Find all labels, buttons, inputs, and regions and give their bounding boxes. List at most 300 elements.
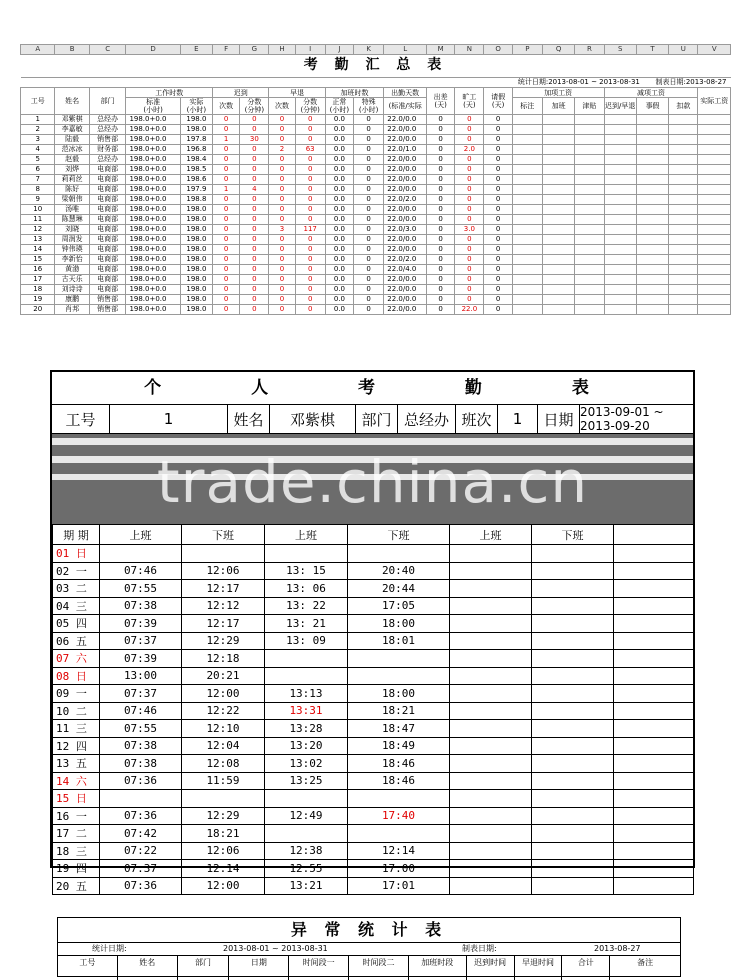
table-cell	[698, 225, 731, 235]
time-cell: 18:47	[348, 720, 450, 738]
table-cell	[604, 255, 636, 265]
attendance-summary-sheet	[20, 44, 731, 329]
table-cell: 4	[240, 185, 269, 195]
time-cell: 07:38	[100, 755, 182, 773]
table-cell: 0	[295, 215, 325, 225]
table-cell: 0	[213, 165, 240, 175]
table-cell	[669, 135, 698, 145]
time-cell: 07:37	[100, 685, 182, 703]
table-cell: 0	[354, 245, 384, 255]
column-letter: A	[21, 45, 55, 55]
stat-date-value: 2013-08-01 ~ 2013-08-31	[548, 78, 640, 86]
time-cell	[614, 772, 694, 790]
time-cell: 13:20	[265, 737, 348, 755]
table-cell	[698, 125, 731, 135]
time-cell	[614, 860, 694, 878]
column-letter: F	[213, 45, 240, 55]
table-cell	[512, 235, 542, 245]
table-cell: 198.0	[180, 245, 212, 255]
table-cell: 0	[213, 145, 240, 155]
header-early: 早退	[269, 88, 325, 98]
table-cell: 198.0	[180, 265, 212, 275]
table-cell: 0	[354, 275, 384, 285]
time-cell: 13: 22	[265, 597, 348, 615]
table-cell: 0	[455, 255, 484, 265]
time-cell	[265, 825, 348, 843]
table-cell: 0	[455, 295, 484, 305]
time-cell: 17:01	[348, 877, 450, 895]
table-cell	[669, 245, 698, 255]
table-cell: 0	[354, 205, 384, 215]
time-cell: 17:00	[348, 860, 450, 878]
header-normal: 正常 (小时)	[325, 98, 353, 115]
table-cell	[604, 215, 636, 225]
table-cell: 22.0/4.0	[384, 265, 427, 275]
day-cell: 05 四	[53, 615, 100, 633]
header-name: 姓名	[55, 88, 89, 115]
table-row	[21, 215, 731, 225]
column-letter: G	[240, 45, 269, 55]
table-cell: 0	[213, 295, 240, 305]
table-cell: 198.0+0.0	[126, 115, 180, 125]
table-cell	[512, 195, 542, 205]
table-cell	[669, 185, 698, 195]
table-cell: 销售部	[89, 295, 126, 305]
table-cell: 0	[213, 275, 240, 285]
table-cell: 22.0/0.0	[384, 305, 427, 315]
exception-statistics-table	[57, 917, 681, 977]
make-date-label: 制表日期:	[655, 78, 686, 86]
table-cell: 0	[240, 205, 269, 215]
table-cell	[512, 265, 542, 275]
table-cell: 0	[213, 175, 240, 185]
table-cell	[636, 265, 668, 275]
table-cell: 0	[455, 155, 484, 165]
time-cell	[450, 562, 532, 580]
time-cell: 13: 06	[265, 580, 348, 598]
table-cell: 0	[240, 175, 269, 185]
table-row	[21, 265, 731, 275]
table-cell: 0.0	[325, 115, 353, 125]
table-cell: 198.0	[180, 235, 212, 245]
table-cell: 0	[354, 155, 384, 165]
table-cell	[669, 205, 698, 215]
table-cell: 198.0+0.0	[126, 145, 180, 155]
exception-header-cell: 加班时段	[409, 956, 467, 980]
table-cell: 0	[269, 175, 295, 185]
exception-header-row	[58, 956, 680, 980]
time-cell: 12:38	[265, 842, 348, 860]
time-cell	[614, 842, 694, 860]
table-cell: 汤唯	[55, 205, 89, 215]
table-cell: 22.0/0.0	[384, 235, 427, 245]
name-value: 邓紫棋	[270, 405, 356, 433]
table-cell: 0	[240, 115, 269, 125]
table-cell: 0	[354, 225, 384, 235]
table-cell: 22.0/0.0	[384, 115, 427, 125]
table-cell: 0	[427, 125, 455, 135]
table-cell	[604, 185, 636, 195]
table-cell: 0	[484, 145, 512, 155]
time-cell	[532, 737, 614, 755]
table-cell: 3	[269, 225, 295, 235]
table-cell: 0	[295, 115, 325, 125]
table-cell: 16	[21, 265, 55, 275]
table-row	[21, 205, 731, 215]
column-letter: N	[455, 45, 484, 55]
time-cell	[614, 825, 694, 843]
table-cell	[604, 245, 636, 255]
exception-title: 异 常 统 计 表	[58, 918, 680, 943]
table-cell: 0	[484, 285, 512, 295]
table-cell	[604, 305, 636, 315]
day-cell: 02 一	[53, 562, 100, 580]
table-cell	[512, 125, 542, 135]
table-cell: 电商部	[89, 275, 126, 285]
exception-info-row	[58, 943, 680, 956]
time-cell: 13:25	[265, 772, 348, 790]
table-row	[21, 145, 731, 155]
time-cell: 20:21	[182, 667, 265, 685]
table-cell: 3	[21, 135, 55, 145]
table-cell	[636, 125, 668, 135]
table-cell	[575, 135, 604, 145]
table-row	[21, 295, 731, 305]
table-cell: 0	[455, 205, 484, 215]
table-cell	[698, 175, 731, 185]
table-cell	[542, 205, 574, 215]
table-cell	[575, 215, 604, 225]
time-cell	[348, 545, 450, 563]
table-row	[53, 685, 694, 703]
make-date-value: 2013-08-27	[685, 78, 727, 86]
table-cell: 0	[354, 255, 384, 265]
table-cell: 22.0/0.0	[384, 245, 427, 255]
table-cell: 0	[269, 155, 295, 165]
time-cell: 12:22	[182, 702, 265, 720]
header-attend-days: 出勤天数	[384, 88, 427, 98]
table-cell: 22.0/0.0	[384, 285, 427, 295]
table-cell: 0.0	[325, 145, 353, 155]
table-cell: 0.0	[325, 125, 353, 135]
table-cell: 康鹏	[55, 295, 89, 305]
table-cell: 0.0	[325, 265, 353, 275]
summary-date-cell	[21, 78, 731, 88]
table-cell	[669, 275, 698, 285]
table-cell: 0	[354, 265, 384, 275]
table-cell: 11	[21, 215, 55, 225]
table-cell	[512, 275, 542, 285]
table-cell: 0	[427, 295, 455, 305]
table-cell	[636, 205, 668, 215]
table-cell: 0	[455, 245, 484, 255]
table-cell	[575, 285, 604, 295]
watermark-band	[52, 434, 693, 524]
grid-header-on: 上班	[265, 525, 348, 545]
table-cell: 0	[240, 285, 269, 295]
table-cell: 0	[295, 185, 325, 195]
table-cell: 0	[295, 255, 325, 265]
table-cell: 0	[295, 305, 325, 315]
id-label: 工号	[52, 405, 110, 433]
time-cell	[450, 877, 532, 895]
table-cell: 0	[427, 255, 455, 265]
table-cell: 0	[295, 195, 325, 205]
time-cell	[450, 545, 532, 563]
table-cell: 0	[354, 175, 384, 185]
table-cell: 22.0/2.0	[384, 255, 427, 265]
table-cell	[604, 145, 636, 155]
table-cell: 0	[354, 185, 384, 195]
table-cell: 12	[21, 225, 55, 235]
table-cell: 销售部	[89, 305, 126, 315]
day-cell: 03 二	[53, 580, 100, 598]
table-row	[53, 580, 694, 598]
table-cell	[542, 165, 574, 175]
table-cell	[542, 255, 574, 265]
time-cell	[614, 877, 694, 895]
time-cell	[450, 615, 532, 633]
table-cell	[575, 175, 604, 185]
time-cell	[348, 650, 450, 668]
table-cell	[698, 205, 731, 215]
table-cell: 0	[269, 205, 295, 215]
table-cell: 0	[484, 155, 512, 165]
table-cell	[636, 275, 668, 285]
time-cell: 07:38	[100, 597, 182, 615]
table-cell: 0	[213, 265, 240, 275]
column-letter: T	[636, 45, 668, 55]
table-cell	[698, 215, 731, 225]
table-cell: 0.0	[325, 305, 353, 315]
table-cell	[698, 255, 731, 265]
table-cell: 0	[213, 285, 240, 295]
table-cell	[512, 145, 542, 155]
column-letter: U	[669, 45, 698, 55]
table-cell: 1	[213, 135, 240, 145]
table-cell: 0	[269, 305, 295, 315]
table-cell	[542, 235, 574, 245]
time-cell	[450, 685, 532, 703]
time-cell	[532, 597, 614, 615]
table-cell	[636, 155, 668, 165]
day-cell: 13 五	[53, 755, 100, 773]
time-cell: 07:36	[100, 807, 182, 825]
table-cell: 0	[427, 175, 455, 185]
header-early-minutes: 分数 (分钟)	[295, 98, 325, 115]
time-cell	[450, 702, 532, 720]
table-cell: 0	[427, 165, 455, 175]
table-cell	[636, 165, 668, 175]
table-cell	[698, 115, 731, 125]
table-cell	[604, 205, 636, 215]
table-cell	[512, 175, 542, 185]
table-cell	[636, 215, 668, 225]
table-cell: 0	[213, 305, 240, 315]
column-letter: B	[55, 45, 89, 55]
time-cell: 12:55	[265, 860, 348, 878]
table-cell: 198.0	[180, 295, 212, 305]
table-cell: 梁朝伟	[55, 195, 89, 205]
time-cell	[614, 562, 694, 580]
table-cell	[542, 295, 574, 305]
day-cell: 12 四	[53, 737, 100, 755]
table-cell: 13	[21, 235, 55, 245]
column-letter: P	[512, 45, 542, 55]
table-cell	[698, 195, 731, 205]
header-late-minutes: 分数 (分钟)	[240, 98, 269, 115]
table-cell	[575, 265, 604, 275]
time-cell: 18:46	[348, 755, 450, 773]
table-cell: 0	[484, 205, 512, 215]
table-cell	[542, 175, 574, 185]
table-cell	[669, 155, 698, 165]
table-cell	[698, 165, 731, 175]
table-cell	[542, 285, 574, 295]
header-personal-leave: 事假	[636, 98, 668, 115]
table-cell: 0	[240, 295, 269, 305]
table-cell: 198.0+0.0	[126, 155, 180, 165]
time-cell: 20:40	[348, 562, 450, 580]
time-cell	[614, 807, 694, 825]
time-cell	[532, 580, 614, 598]
table-cell: 0	[484, 235, 512, 245]
time-cell: 12:14	[348, 842, 450, 860]
time-cell: 12:29	[182, 807, 265, 825]
table-cell: 22.0/0.0	[384, 205, 427, 215]
table-cell: 0	[484, 125, 512, 135]
time-cell	[182, 790, 265, 808]
column-letter: K	[354, 45, 384, 55]
table-cell: 198.4	[180, 155, 212, 165]
table-cell: 0	[427, 145, 455, 155]
table-cell: 莉莉丝	[55, 175, 89, 185]
time-cell	[450, 825, 532, 843]
table-cell	[512, 255, 542, 265]
time-cell	[614, 667, 694, 685]
grid-header-on: 上班	[100, 525, 182, 545]
summary-title-cell	[21, 55, 731, 78]
table-cell	[604, 225, 636, 235]
table-cell: 0	[427, 275, 455, 285]
table-cell	[542, 275, 574, 285]
table-cell: 0	[455, 165, 484, 175]
table-cell	[604, 175, 636, 185]
table-cell: 22.0/0.0	[384, 275, 427, 285]
table-cell	[604, 135, 636, 145]
table-cell: 0	[354, 295, 384, 305]
time-cell: 07:22	[100, 842, 182, 860]
table-cell	[698, 245, 731, 255]
table-cell	[604, 285, 636, 295]
table-row	[53, 772, 694, 790]
table-cell: 0.0	[325, 205, 353, 215]
table-cell: 0	[354, 135, 384, 145]
time-cell	[450, 632, 532, 650]
time-cell: 07:46	[100, 562, 182, 580]
table-row	[21, 165, 731, 175]
time-cell: 18:01	[348, 632, 450, 650]
time-cell	[532, 667, 614, 685]
table-cell	[698, 185, 731, 195]
table-cell	[575, 255, 604, 265]
table-row	[53, 842, 694, 860]
time-cell	[614, 545, 694, 563]
time-cell	[614, 720, 694, 738]
table-cell	[512, 205, 542, 215]
table-cell: 0	[269, 135, 295, 145]
table-cell: 周润发	[55, 235, 89, 245]
time-cell	[532, 877, 614, 895]
table-cell: 0.0	[325, 235, 353, 245]
date-range-value: 2013-09-01 ~ 2013-09-20	[580, 405, 664, 433]
time-cell: 12:06	[182, 562, 265, 580]
header-overtime: 加班时数	[325, 88, 383, 98]
table-cell	[575, 195, 604, 205]
day-cell: 15 日	[53, 790, 100, 808]
table-cell	[512, 185, 542, 195]
table-cell: 1	[213, 185, 240, 195]
table-cell: 0	[240, 265, 269, 275]
table-cell: 0	[427, 135, 455, 145]
table-cell: 0	[240, 235, 269, 245]
table-cell: 肖邦	[55, 305, 89, 315]
table-cell: 0	[240, 275, 269, 285]
table-cell: 198.0	[180, 305, 212, 315]
table-cell: 0	[213, 125, 240, 135]
table-cell: 8	[21, 185, 55, 195]
table-cell: 30	[240, 135, 269, 145]
table-cell	[669, 265, 698, 275]
table-cell: 0	[427, 205, 455, 215]
table-cell	[698, 145, 731, 155]
header-bonus: 标注	[512, 98, 542, 115]
table-cell: 198.0+0.0	[126, 205, 180, 215]
table-cell: 0	[240, 125, 269, 135]
day-cell: 17 二	[53, 825, 100, 843]
table-row	[53, 807, 694, 825]
table-cell: 198.0+0.0	[126, 165, 180, 175]
time-cell: 12:10	[182, 720, 265, 738]
time-cell	[450, 737, 532, 755]
table-cell: 0.0	[325, 295, 353, 305]
table-cell: 0	[269, 285, 295, 295]
table-cell: 198.0+0.0	[126, 255, 180, 265]
time-cell: 12:17	[182, 615, 265, 633]
time-cell: 13:02	[265, 755, 348, 773]
table-cell: 电商部	[89, 245, 126, 255]
column-letter: O	[484, 45, 512, 55]
table-cell: 22.0/2.0	[384, 195, 427, 205]
time-cell: 12:17	[182, 580, 265, 598]
time-cell	[348, 825, 450, 843]
table-cell	[512, 165, 542, 175]
table-cell: 0	[240, 245, 269, 255]
header-dept: 部门	[89, 88, 126, 115]
table-cell: 电商部	[89, 285, 126, 295]
table-cell: 电商部	[89, 195, 126, 205]
stat-date-label: 统计日期:	[517, 78, 549, 86]
summary-table	[20, 44, 731, 315]
time-cell: 07:37	[100, 632, 182, 650]
column-letter: S	[604, 45, 636, 55]
table-cell: 0	[269, 215, 295, 225]
table-cell: 0	[213, 225, 240, 235]
table-cell	[636, 295, 668, 305]
table-cell	[669, 235, 698, 245]
table-cell: 0	[455, 185, 484, 195]
table-cell: 销售部	[89, 135, 126, 145]
